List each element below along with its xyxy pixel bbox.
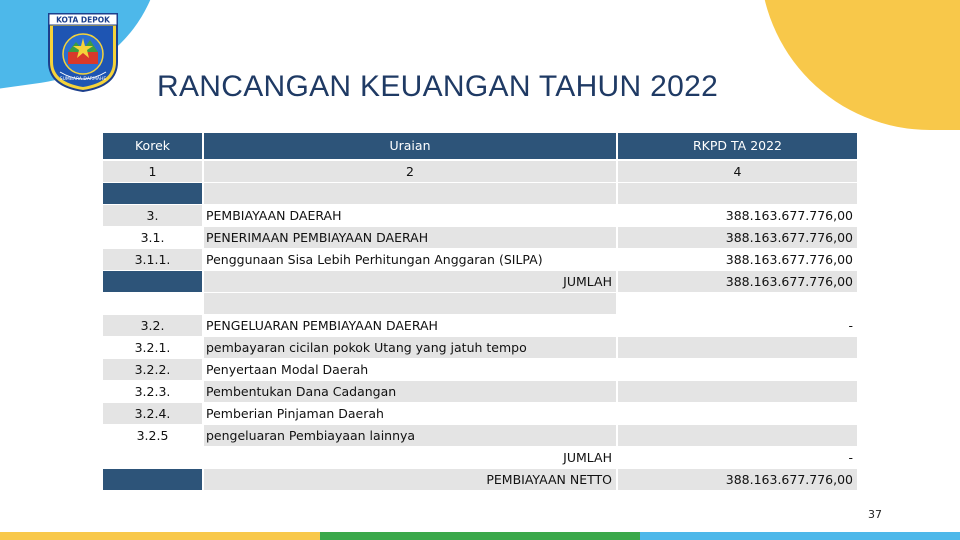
header-rkpd: RKPD TA 2022 bbox=[618, 133, 857, 159]
table-row-korek: 3.1.1. bbox=[103, 249, 202, 270]
table-row-uraian: Pembentukan Dana Cadangan bbox=[204, 381, 616, 402]
table-row-korek: 3.2.1. bbox=[134, 340, 171, 355]
table-row-korek: 3. bbox=[103, 205, 202, 226]
table-row-value: 388.163.677.776,00 bbox=[618, 469, 857, 490]
table-row-value: 388.163.677.776,00 bbox=[725, 208, 853, 223]
table-row-korek bbox=[103, 293, 202, 314]
table-row-korek: 3.2. bbox=[103, 315, 202, 336]
logo-text: KOTA DEPOK bbox=[56, 15, 110, 25]
table-row-korek: 3.2.4. bbox=[103, 403, 202, 424]
table-row-value bbox=[618, 425, 857, 446]
decorative-yellow-shape bbox=[760, 0, 960, 130]
subheader-korek: 1 bbox=[103, 161, 202, 182]
table-row-value bbox=[618, 359, 857, 380]
footer-color-bar bbox=[0, 532, 960, 540]
table-row-value: - bbox=[848, 318, 853, 333]
table-row-value bbox=[618, 293, 857, 314]
table-row-uraian: PEMBIAYAAN DAERAH bbox=[206, 208, 342, 223]
table-row-korek bbox=[103, 183, 202, 204]
table-row-value bbox=[618, 403, 857, 424]
table-row-uraian-total: JUMLAH bbox=[204, 271, 616, 292]
table-row-value bbox=[618, 337, 857, 358]
table-row-korek bbox=[103, 469, 202, 490]
table-row-korek: 3.2.3. bbox=[134, 384, 171, 399]
table-row-value: 388.163.677.776,00 bbox=[618, 271, 857, 292]
subheader-rkpd: 4 bbox=[618, 161, 857, 182]
subheader-uraian: 2 bbox=[204, 161, 616, 182]
table-row-korek: 3.1. bbox=[140, 230, 165, 245]
table-row-korek: 3.2.2. bbox=[103, 359, 202, 380]
kota-depok-logo bbox=[46, 12, 120, 92]
table-row-uraian: Pemberian Pinjaman Daerah bbox=[206, 406, 384, 421]
table-row-value bbox=[618, 183, 857, 204]
table-row-uraian: Penyertaan Modal Daerah bbox=[206, 362, 369, 377]
table-row-value: 388.163.677.776,00 bbox=[725, 252, 853, 267]
table-row-uraian: Penggunaan Sisa Lebih Perhitungan Anggaran (SILPA) bbox=[206, 252, 543, 267]
table-row-value bbox=[618, 381, 857, 402]
table-row-value: - bbox=[848, 450, 853, 465]
page-title: RANCANGAN KEUANGAN TAHUN 2022 bbox=[157, 70, 719, 103]
logo-motto: SUMBARA DARMAHE bbox=[59, 77, 107, 82]
page-number: 37 bbox=[868, 508, 882, 521]
table-row-value: 388.163.677.776,00 bbox=[618, 227, 857, 248]
table-row-korek bbox=[103, 447, 202, 468]
table-row-uraian-total: PEMBIAYAAN NETTO bbox=[204, 469, 616, 490]
table-row-uraian: pembayaran cicilan pokok Utang yang jatuh tempo bbox=[204, 337, 616, 358]
table-row-uraian-total: JUMLAH bbox=[563, 450, 612, 465]
table-row-uraian: PENGELUARAN PEMBIAYAAN DAERAH bbox=[206, 318, 438, 333]
table-row-uraian bbox=[204, 293, 616, 314]
header-uraian: Uraian bbox=[204, 133, 616, 159]
table-row-korek: 3.2.5 bbox=[136, 428, 169, 443]
table-row-uraian: PENERIMAAN PEMBIAYAAN DAERAH bbox=[204, 227, 616, 248]
header-korek: Korek bbox=[103, 133, 202, 159]
table-row-korek bbox=[103, 271, 202, 292]
table-row-uraian: pengeluaran Pembiayaan lainnya bbox=[204, 425, 616, 446]
table-row-uraian bbox=[204, 183, 616, 204]
